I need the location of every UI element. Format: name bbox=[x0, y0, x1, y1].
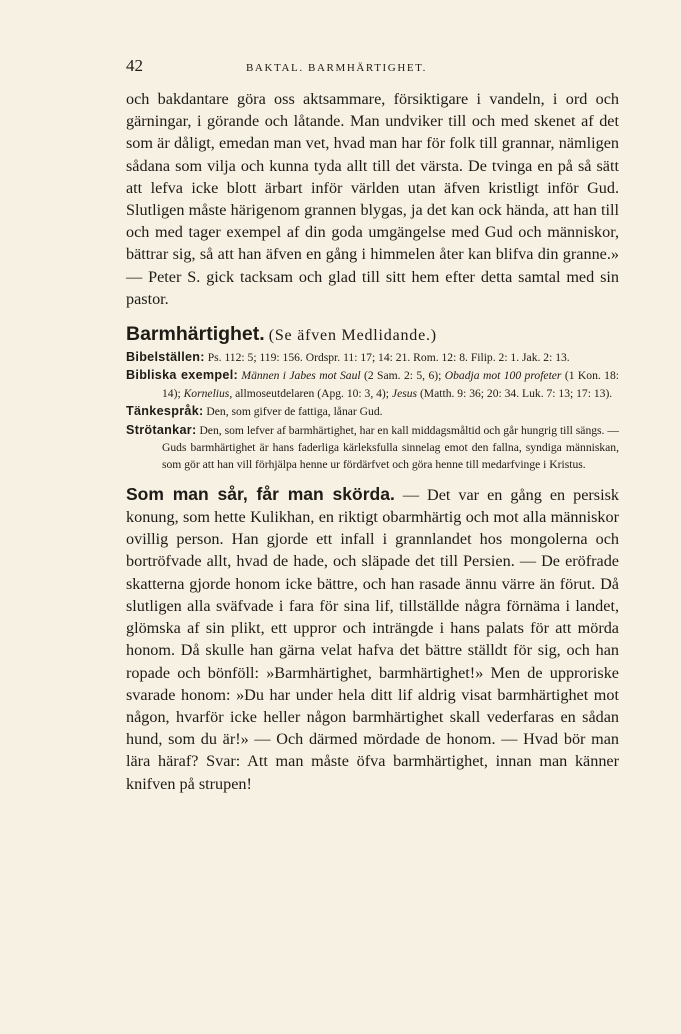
section-heading-line bbox=[126, 322, 619, 348]
proverb bbox=[126, 403, 619, 420]
story-text: — Det var en gång en persisk konung, som hette Kulikhan, en riktigt obarmhärtig och mot alla människor ovillig person. Han gjorde ett infall i grannlandet hos mongolerna och bortröfvade allt, hvad de hade, och släpade det till Persien. — De eröfrade skatterna gjorde honom icke bättre, och han rasade ännu värre än förut. Då slutligen alla sväfvade i fara för sina lif, tillställde några förnäma i landet, glömska af sin plikt, ett uppror och inträngde i hans palats för att mörda honom. Då skulle han gärna velat hafva det bättre ställdt för sig, och han ropade och bönföll: »Barmhärtighet, barmhärtighet!» Men de upproriske svarade honom: »Du har under hela ditt lif aldrig visat barmhärtighet mot någon, hvarför icke heller någon barmhärtighet skall vederfaras en sådan hund, som du är!» — Och därmed mördade de honom. — Hvad bör man lära häraf? Svar: Att man måste öfva barmhärtighet, innan man känner knifven på strupen! bbox=[126, 485, 619, 793]
scattered-thoughts bbox=[126, 422, 619, 474]
ref-label-examples: Bibliska exempel: bbox=[126, 368, 238, 383]
example-jabes-ref: (2 Sam. 2: 5, 6); bbox=[360, 369, 445, 383]
example-obadja: Obadja mot 100 profeter bbox=[444, 369, 562, 383]
example-kornelius-ref: allmoseutdelaren (Apg. 10: 3, 4); bbox=[232, 386, 392, 400]
example-jesus: Jesus bbox=[391, 386, 418, 400]
example-jesus-ref: (Matth. 9: 36; 20: 34. Luk. 7: 13; 17: 13). bbox=[417, 386, 613, 400]
ref-text-proverb: Den, som gifver de fattiga, lånar Gud. bbox=[206, 405, 383, 419]
example-obadja-ref: (1 Kon. 18: 14); bbox=[162, 369, 619, 400]
biblical-examples bbox=[126, 367, 619, 402]
story-paragraph bbox=[126, 483, 619, 795]
ref-text-thoughts: Den, som lefver af barmhärtighet, har en kall middagsmåltid och går hungrig till sängs. — Guds barmhärtighet är hans faderliga kärleksfulla sinnelag emot den fallna, syndiga människan, som gör att han vill förhjälpa henne ur fördärfvet och göra henne till medarfvinge i Kristus. bbox=[162, 423, 619, 472]
section-cross-reference: (Se äfven Medlidande.) bbox=[268, 327, 437, 345]
intro-paragraph: och bakdantare göra oss aktsammare, försiktigare i vandeln, i ord och gärningar, i görande och låtande. Man undviker till och med skenet af det som är dåligt, emedan man vet, hvad man har för folk till grannar, nämligen sådana som vilja och kunna tyda allt till det värsta. De tvinga en på så sätt att lefva icke blott ärbart inför världen utan äfven kristligt inför Gud. Slutligen måste härigenom grannen blygas, ja det kan ock hända, att han till och med tager exempel af din goda umgängelse med Gud och människor, bättrar sig, så att han äfven en gång i himmelen åter kan blifva din granne.» — Peter S. gick tacksam och glad till sitt hem efter detta samtal med sin pastor. bbox=[126, 90, 619, 308]
section-title: Barmhärtighet. bbox=[126, 323, 265, 346]
page-number: 42 bbox=[126, 56, 143, 75]
running-title: BAKTAL. BARMHÄRTIGHET. bbox=[246, 62, 428, 74]
example-jabes: Männen i Jabes mot Saul bbox=[241, 369, 361, 383]
ref-label-thoughts: Strötankar: bbox=[126, 422, 197, 437]
ref-text-bible: Ps. 112: 5; 119: 156. Ordspr. 11: 17; 14: 21. Rom. 12: 8. Filip. 2: 1. Jak. 2: 13. bbox=[207, 351, 570, 365]
bible-references bbox=[126, 349, 619, 366]
example-kornelius: Kornelius, bbox=[183, 386, 233, 400]
page-header bbox=[126, 56, 619, 82]
ref-label-proverb: Tänkespråk: bbox=[126, 404, 204, 419]
story-heading: Som man sår, får man skörda. bbox=[126, 483, 395, 504]
ref-label-bible: Bibelställen: bbox=[126, 350, 205, 365]
